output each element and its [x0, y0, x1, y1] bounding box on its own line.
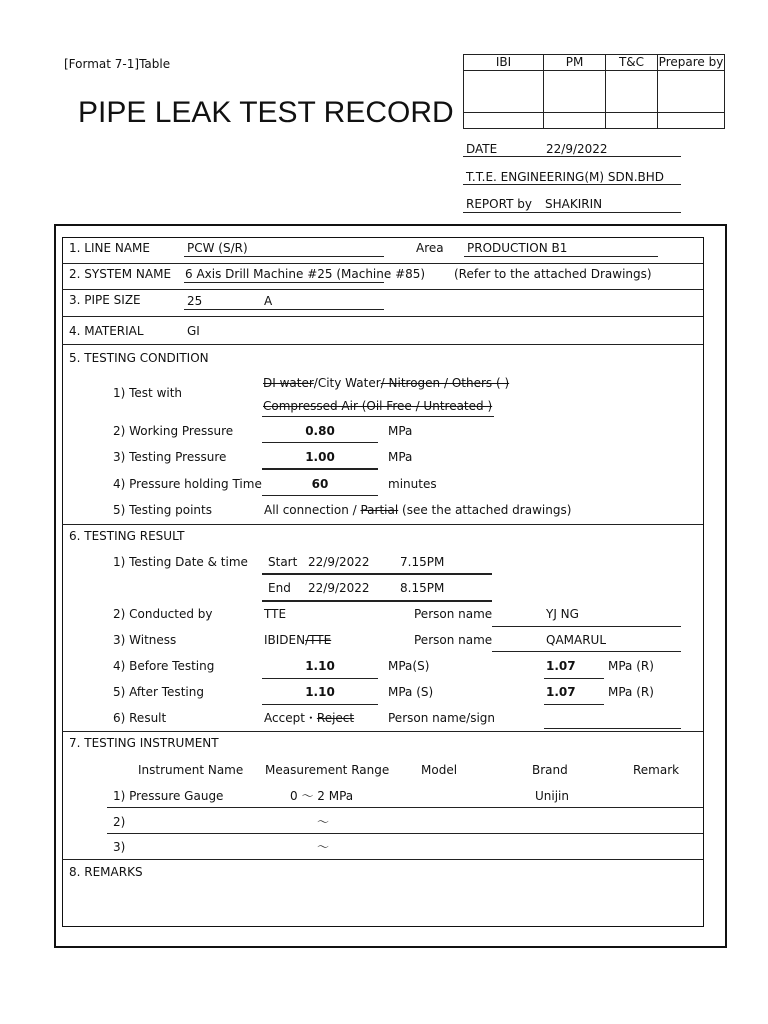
- pipe-size-unit: A: [264, 294, 273, 308]
- company-name: T.T.E. ENGINEERING(M) SDN.BHD: [466, 170, 665, 184]
- instrument-row2-name[interactable]: 2): [113, 815, 126, 829]
- witness-value[interactable]: IBIDEN/TTE: [264, 633, 332, 647]
- start-label: Start: [268, 555, 298, 569]
- system-name-label: 2. SYSTEM NAME: [69, 267, 172, 281]
- instrument-row3-name[interactable]: 3): [113, 840, 126, 854]
- result-person-label: Person name/sign: [388, 711, 496, 725]
- test-with-di-water: DI water: [263, 376, 314, 390]
- pipe-size-label: 3. PIPE SIZE: [69, 293, 141, 307]
- instrument-header-brand: Brand: [532, 763, 568, 777]
- area-value[interactable]: PRODUCTION B1: [467, 241, 568, 255]
- sign-col-prepare-by: Prepare by: [658, 55, 724, 69]
- area-label: Area: [416, 241, 444, 255]
- after-testing-supply-value[interactable]: 1.10: [305, 685, 335, 699]
- witness-label: 3) Witness: [113, 633, 177, 647]
- before-testing-supply-value[interactable]: 1.10: [305, 659, 335, 673]
- date-value: 22/9/2022: [546, 142, 608, 156]
- sign-box-ibi[interactable]: [464, 71, 544, 113]
- test-with-label: 1) Test with: [113, 386, 183, 400]
- testing-instrument-label: 7. TESTING INSTRUMENT: [69, 736, 219, 750]
- pipe-size-value[interactable]: 25: [187, 294, 203, 308]
- testing-result-label: 6. TESTING RESULT: [69, 529, 185, 543]
- holding-time-unit: minutes: [388, 477, 437, 491]
- format-label: [Format 7-1]Table: [64, 57, 171, 71]
- after-testing-label: 5) After Testing: [113, 685, 204, 699]
- sign-box-prepare-by[interactable]: [658, 71, 725, 113]
- witness-person-value[interactable]: QAMARUL: [546, 633, 607, 647]
- sign-box-pm[interactable]: [544, 71, 606, 113]
- approval-signature-table: [463, 54, 725, 129]
- conducted-person-value[interactable]: YJ NG: [546, 607, 579, 621]
- before-testing-label: 4) Before Testing: [113, 659, 215, 673]
- end-time[interactable]: 8.15PM: [400, 581, 445, 595]
- witness-person-label: Person name: [414, 633, 493, 647]
- testing-condition-label: 5. TESTING CONDITION: [69, 351, 209, 365]
- testing-points-label: 5) Testing points: [113, 503, 212, 517]
- test-with-nitrogen-others: / Nitrogen / Others ( ): [380, 376, 510, 390]
- system-name-value[interactable]: 6 Axis Drill Machine #25 (Machine #85): [185, 267, 426, 281]
- working-pressure-label: 2) Working Pressure: [113, 424, 234, 438]
- report-by-label: REPORT by: [466, 197, 532, 211]
- end-label: End: [268, 581, 291, 595]
- system-name-note: (Refer to the attached Drawings): [454, 267, 652, 281]
- sign-col-ibi: IBI: [464, 55, 544, 71]
- before-testing-supply-unit: MPa(S): [388, 659, 430, 673]
- start-time[interactable]: 7.15PM: [400, 555, 445, 569]
- testing-pressure-unit: MPa: [388, 450, 413, 464]
- result-accept: Accept・: [264, 711, 317, 725]
- testing-pressure-label: 3) Testing Pressure: [113, 450, 227, 464]
- holding-time-label: 4) Pressure holding Time: [113, 477, 262, 491]
- line-name-label: 1. LINE NAME: [69, 241, 150, 255]
- page-title: PIPE LEAK TEST RECORD: [78, 96, 454, 129]
- sign-col-pm: PM: [544, 55, 606, 71]
- instrument-row1-name[interactable]: 1) Pressure Gauge: [113, 789, 224, 803]
- sign-box-tc[interactable]: [606, 71, 658, 113]
- instrument-header-name: Instrument Name: [138, 763, 244, 777]
- working-pressure-unit: MPa: [388, 424, 413, 438]
- line-name-value[interactable]: PCW (S/R): [187, 241, 248, 255]
- remarks-label: 8. REMARKS: [69, 865, 143, 879]
- instrument-row2-range[interactable]: ～: [317, 815, 330, 829]
- conducted-by-label: 2) Conducted by: [113, 607, 213, 621]
- result-label: 6) Result: [113, 711, 167, 725]
- testing-points-partial: Partial: [360, 503, 399, 517]
- instrument-row3-range[interactable]: ～: [317, 840, 330, 854]
- date-label: DATE: [466, 142, 498, 156]
- end-date[interactable]: 22/9/2022: [308, 581, 370, 595]
- after-testing-supply-unit: MPa (S): [388, 685, 434, 699]
- result-reject-struck: Reject: [316, 711, 355, 725]
- test-with-compressed-air: Compressed Air (Oil Free / Untreated ): [263, 399, 493, 413]
- instrument-row1-brand[interactable]: Unijin: [535, 789, 569, 803]
- form-inner-frame: [62, 237, 704, 927]
- instrument-header-remark: Remark: [633, 763, 680, 777]
- before-testing-return-value[interactable]: 1.07: [546, 659, 576, 673]
- conducted-by-value[interactable]: TTE: [264, 607, 287, 621]
- sign-col-tc: T&C: [606, 55, 658, 71]
- material-value[interactable]: GI: [187, 324, 200, 338]
- after-testing-return-unit: MPa (R): [608, 685, 654, 699]
- test-with-city-water: /City Water: [313, 376, 381, 390]
- before-testing-return-unit: MPa (R): [608, 659, 654, 673]
- testing-datetime-label: 1) Testing Date & time: [113, 555, 248, 569]
- conducted-person-label: Person name: [414, 607, 493, 621]
- after-testing-return-value[interactable]: 1.07: [546, 685, 576, 699]
- remarks-field[interactable]: [66, 882, 698, 922]
- start-date[interactable]: 22/9/2022: [308, 555, 370, 569]
- witness-tte-struck: /TTE: [305, 633, 332, 647]
- working-pressure-value[interactable]: 0.80: [305, 424, 335, 438]
- testing-points-value[interactable]: All connection / Partial (see the attached drawings): [264, 503, 572, 517]
- instrument-header-model: Model: [421, 763, 458, 777]
- result-value[interactable]: [264, 711, 354, 725]
- instrument-row1-range[interactable]: 0 ～ 2 MPa: [290, 789, 354, 803]
- report-by-value: SHAKIRIN: [545, 197, 603, 211]
- material-label: 4. MATERIAL: [69, 324, 144, 338]
- holding-time-value[interactable]: 60: [311, 477, 329, 491]
- testing-pressure-value[interactable]: 1.00: [305, 450, 335, 464]
- instrument-header-range: Measurement Range: [265, 763, 390, 777]
- test-with-options[interactable]: [263, 376, 509, 390]
